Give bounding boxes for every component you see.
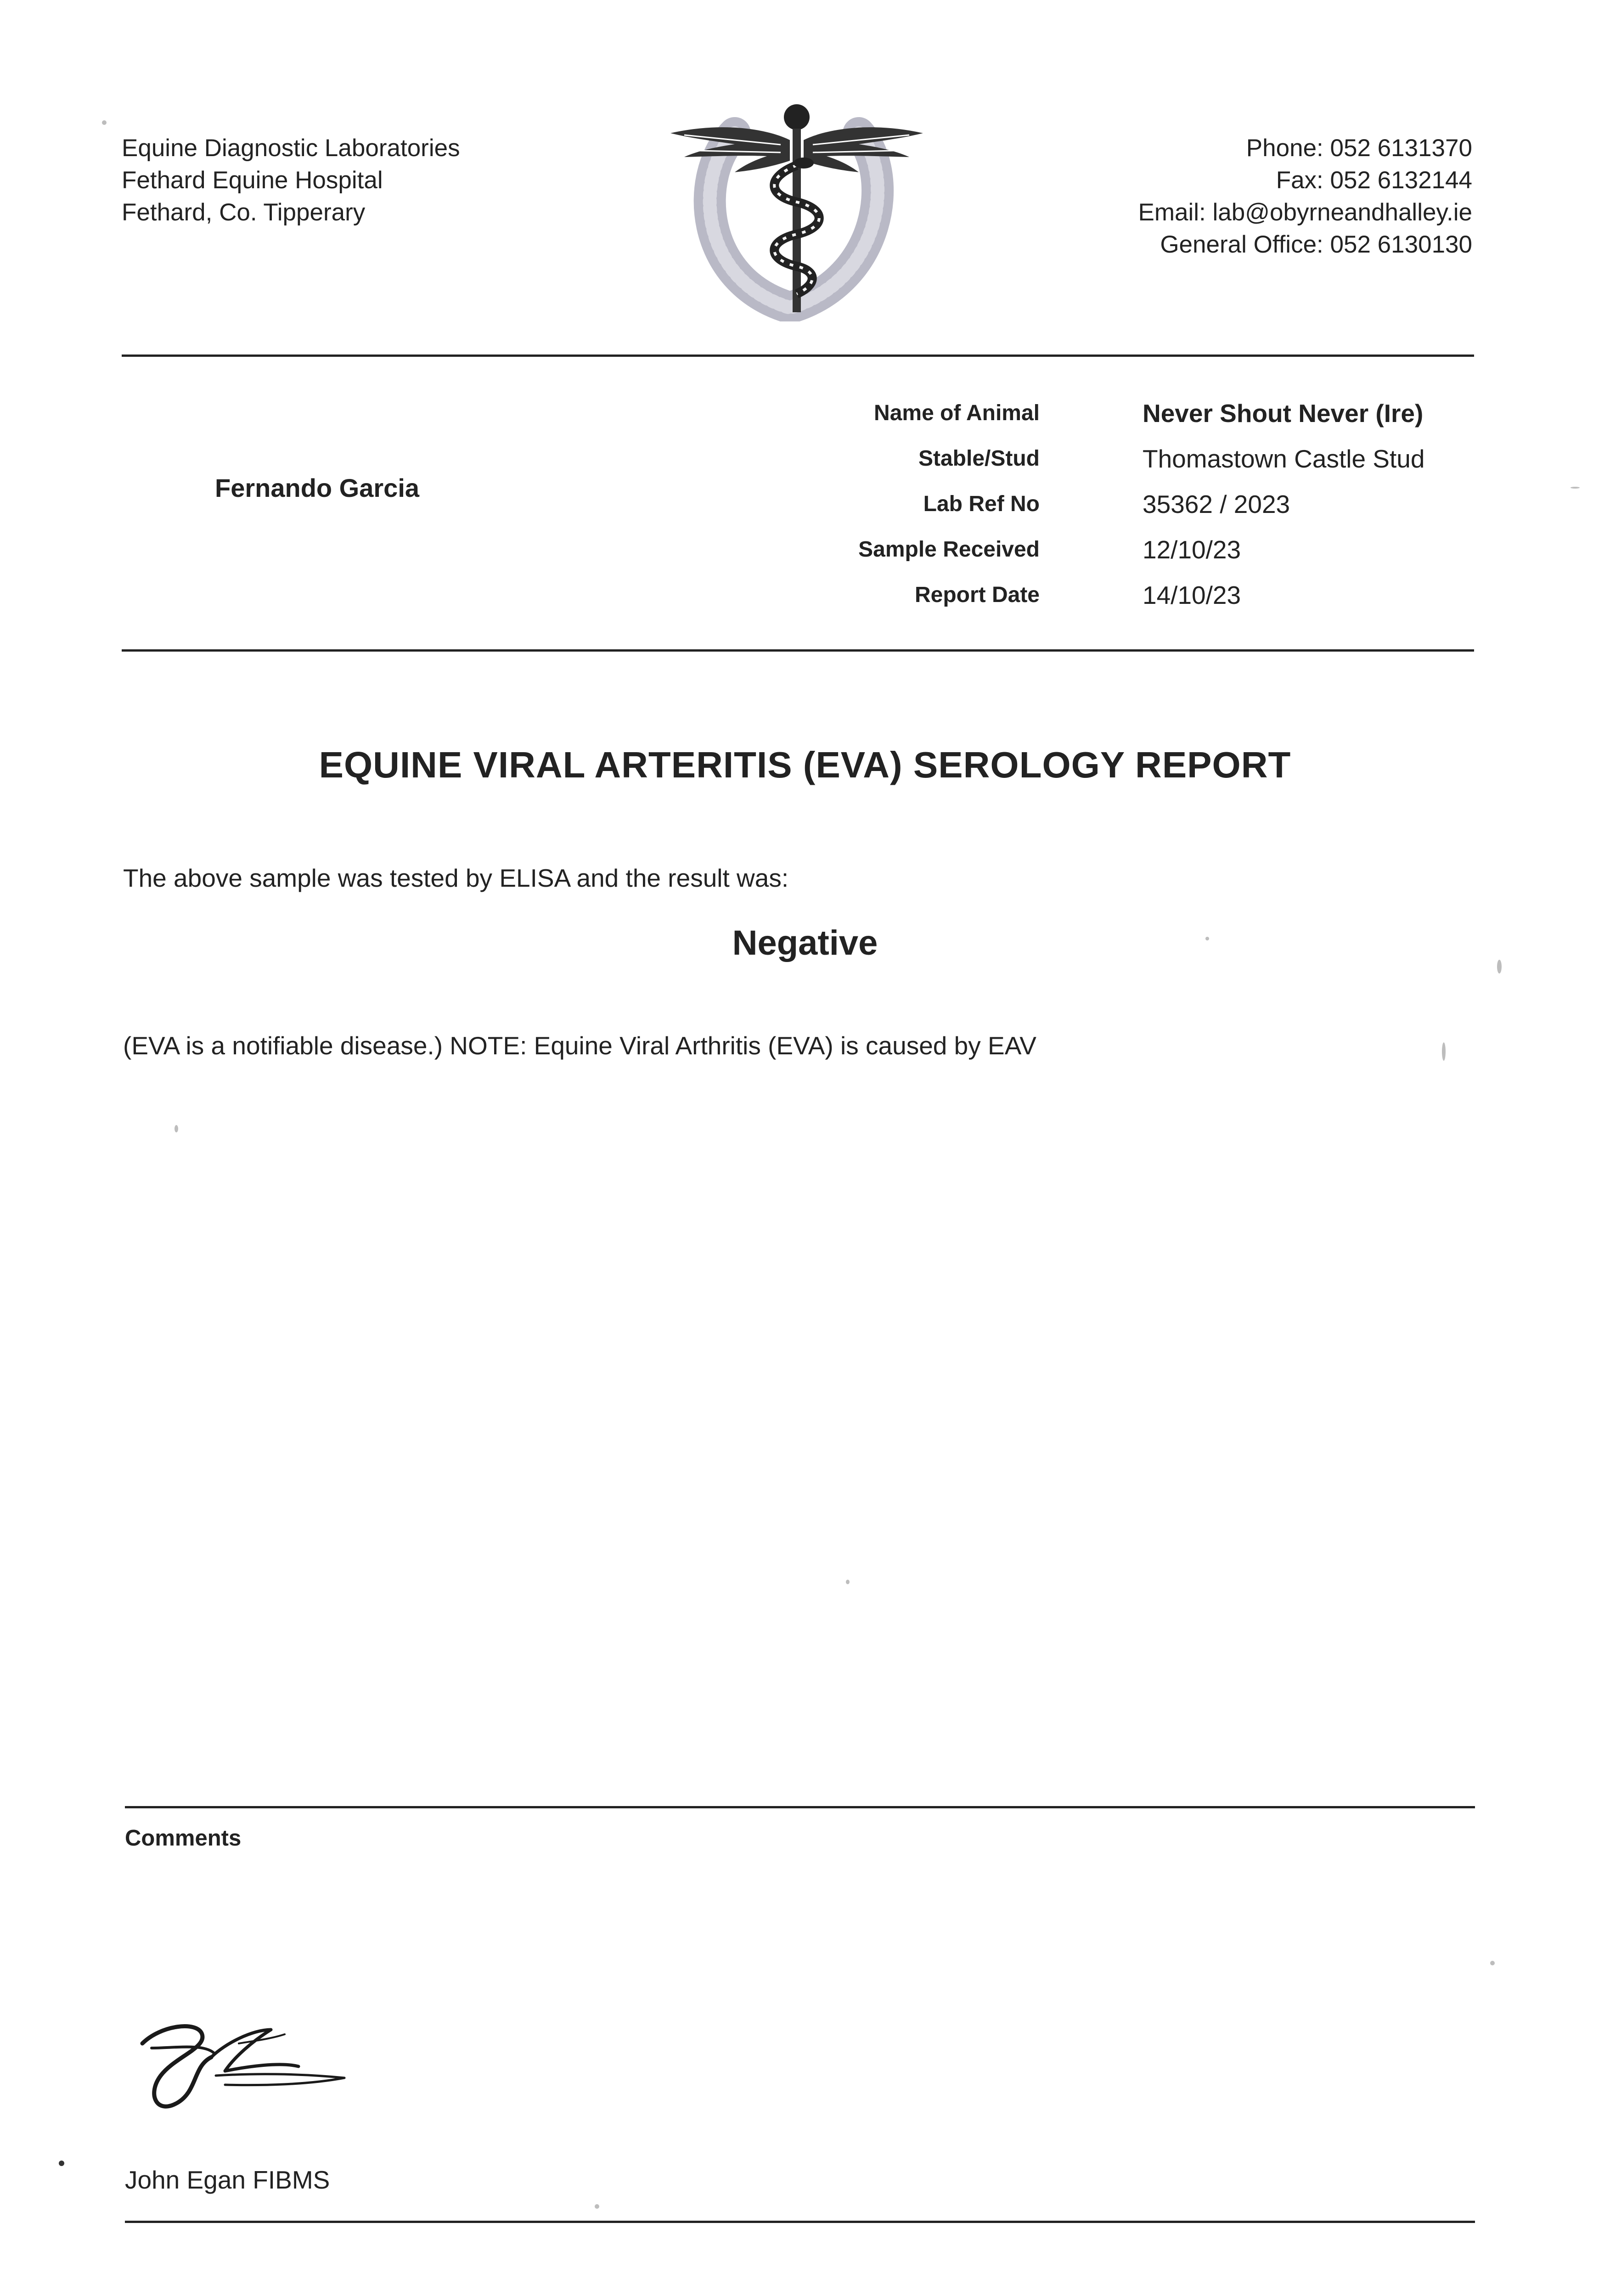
comments-divider [125, 1806, 1475, 1808]
lab-address [122, 132, 460, 229]
general-office-number: General Office: 052 6130130 [1160, 231, 1472, 258]
animal-name-value: Never Shout Never (Ire) [1143, 399, 1424, 428]
detail-row-animal [827, 395, 1515, 440]
report-date-value: 14/10/23 [1143, 581, 1241, 609]
lab-location: Fethard, Co. Tipperary [122, 199, 366, 226]
comments-label: Comments [125, 1826, 242, 1851]
lab-ref-label: Lab Ref No [923, 492, 1040, 516]
fax-number: Fax: 052 6132144 [1276, 167, 1472, 194]
caduceus-logo-icon [666, 96, 928, 321]
scan-speck [175, 1125, 178, 1132]
email-address: Email: lab@obyrneandhalley.ie [1138, 199, 1472, 226]
signer-name: John Egan FIBMS [125, 2166, 330, 2194]
report-intro: The above sample was tested by ELISA and the result was: [123, 864, 789, 892]
lab-name: Equine Diagnostic Laboratories [122, 135, 460, 162]
client-name: Fernando Garcia [215, 473, 420, 502]
details-divider [122, 649, 1474, 652]
stable-label: Stable/Stud [918, 446, 1040, 471]
report-title: EQUINE VIRAL ARTERITIS (EVA) SEROLOGY REPORT [319, 744, 1291, 785]
scan-speck [1571, 487, 1580, 489]
animal-name-label: Name of Animal [874, 401, 1040, 425]
scan-speck [1442, 1042, 1446, 1061]
lab-ref-value: 35362 / 2023 [1143, 490, 1290, 518]
detail-row-sample-received [827, 531, 1515, 577]
sample-received-value: 12/10/23 [1143, 535, 1241, 564]
scan-speck [595, 2204, 599, 2209]
sample-received-label: Sample Received [858, 537, 1040, 562]
test-result: Negative [732, 923, 878, 962]
report-note: (EVA is a notifiable disease.) NOTE: Equine Viral Arthritis (EVA) is caused by EAV [123, 1031, 1036, 1060]
contact-details [1138, 132, 1472, 261]
footer-divider [125, 2221, 1475, 2223]
scan-speck [1205, 937, 1209, 940]
detail-row-stable [827, 440, 1515, 486]
stable-value: Thomastown Castle Stud [1143, 445, 1425, 473]
scan-speck [846, 1580, 850, 1584]
scan-speck [102, 120, 107, 125]
phone-number: Phone: 052 6131370 [1246, 135, 1472, 162]
scan-speck [59, 2161, 64, 2166]
detail-row-report-date [827, 577, 1515, 622]
scan-speck [1490, 1961, 1495, 1965]
report-date-label: Report Date [914, 583, 1040, 607]
header-divider [122, 355, 1474, 357]
scan-speck [1497, 960, 1502, 974]
detail-row-lab-ref [827, 486, 1515, 531]
signature-icon [133, 2016, 354, 2122]
hospital-name: Fethard Equine Hospital [122, 167, 383, 194]
